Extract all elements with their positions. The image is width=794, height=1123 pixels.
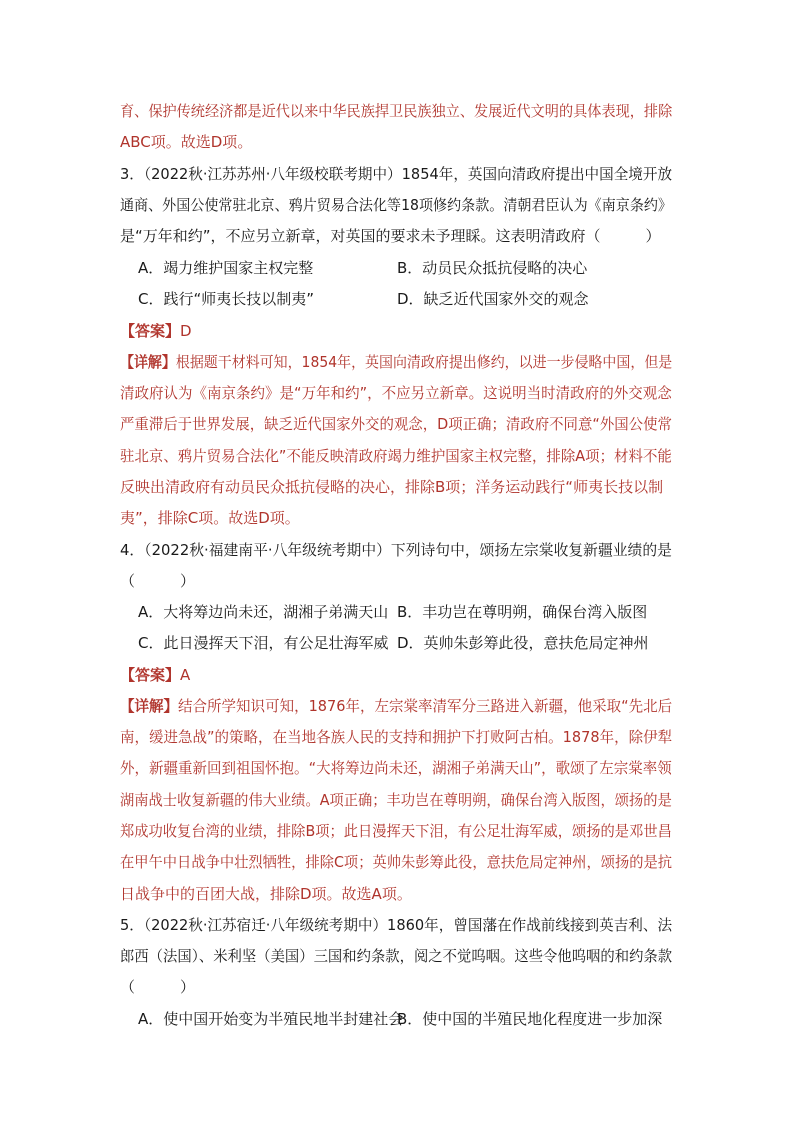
q4-option-c: C．此日漫挥天下泪，有公足壮海军威 [138, 634, 389, 652]
q3-detail-line-1 [120, 352, 672, 372]
q4-detail-line-2: 南，缓进急战”的策略，在当地各族人民的支持和拥护下打败阿古柏。1878年，除伊犁 [120, 728, 673, 746]
q3-detail-line-6: 夷”，排除C项。故选D项。 [120, 509, 300, 527]
q4-option-d: D．英帅朱彭筹此役，意扶危局定神州 [397, 634, 649, 652]
answer-value: A [180, 666, 191, 684]
detail-text: 根据题干材料可知，1854年，英国向清政府提出修约，以进一步侵略中国，但是 [175, 353, 673, 371]
q5-stem-line-2: 郎西（法国）、米利坚（美国）三国和约条款，阅之不觉呜咽。这些令他呜咽的和约条款 [120, 947, 673, 965]
q2-detail-line-1: 育、保护传统经济都是近代以来中华民族捍卫民族独立、发展近代文明的具体表现，排除 [120, 102, 673, 120]
q5-stem-line-1: 5．（2022秋·江苏宿迁·八年级统考期中）1860年，曾国藩在作战前线接到英吉利、法 [120, 916, 673, 934]
detail-tag: 【详解】 [120, 353, 176, 371]
q3-detail-line-5: 反映出清政府有动员民众抵抗侵略的决心，排除B项；洋务运动践行“师夷长技以制 [120, 478, 664, 496]
q3-option-a: A．竭力维护国家主权完整 [138, 259, 314, 277]
q4-stem-line-2: （ ） [120, 572, 196, 590]
q3-stem-line-3: 是“万年和约”，不应另立新章，对英国的要求未予理睬。这表明清政府（ ） [120, 227, 661, 245]
q3-stem-line-1: 3．（2022秋·江苏苏州·八年级校联考期中）1854年，英国向清政府提出中国全境开放 [120, 165, 673, 183]
q4-answer [120, 665, 190, 685]
q3-option-b: B．动员民众抵抗侵略的决心 [397, 259, 588, 277]
q4-detail-line-4: 湖南战士收复新疆的伟大业绩。A项正确；丰功岂在尊明朔，确保台湾入版图，颂扬的是 [120, 791, 672, 809]
q3-option-d: D．缺乏近代国家外交的观念 [397, 290, 589, 308]
q4-detail-line-7: 日战争中的百团大战，排除D项。故选A项。 [120, 885, 412, 903]
q3-answer [120, 321, 192, 341]
q3-option-c: C．践行“师夷长技以制夷” [138, 290, 315, 308]
q5-option-b: B．使中国的半殖民地化程度进一步加深 [397, 1010, 663, 1028]
q4-detail-line-3: 外，新疆重新回到祖国怀抱。“大将筹边尚未还，湖湘子弟满天山”，歌颂了左宗棠率领 [120, 759, 672, 777]
answer-tag: 【答案】 [120, 322, 181, 340]
q5-option-a: A．使中国开始变为半殖民地半封建社会 [138, 1010, 404, 1028]
q4-option-b: B．丰功岂在尊明朔，确保台湾入版图 [397, 603, 648, 621]
q3-detail-line-2: 清政府认为《南京条约》是“万年和约”，不应另立新章。这说明当时清政府的外交观念 [120, 384, 672, 402]
q5-stem-line-3: （ ） [120, 978, 196, 996]
answer-value: D [180, 322, 192, 340]
q4-detail-line-5: 郑成功收复台湾的业绩，排除B项；此日漫挥天下泪，有公足壮海军威，颂扬的是邓世昌 [120, 822, 672, 840]
q4-stem-line-1: 4．（2022秋·福建南平·八年级统考期中）下列诗句中，颂扬左宗棠收复新疆业绩的是 [120, 541, 672, 559]
q4-detail-line-1 [120, 696, 672, 716]
q4-option-a: A．大将筹边尚未还，湖湘子弟满天山 [138, 603, 389, 621]
q3-stem-line-2: 通商、外国公使常驻北京、鸦片贸易合法化等18项修约条款。清朝君臣认为《南京条约》 [120, 196, 672, 214]
detail-text: 结合所学知识可知，1876年，左宗棠率清军分三路进入新疆，他采取“先北后 [178, 697, 673, 715]
answer-tag: 【答案】 [120, 666, 181, 684]
q4-detail-line-6: 在甲午中日战争中壮烈牺牲，排除C项；英帅朱彭筹此役，意扶危局定神州，颂扬的是抗 [120, 853, 673, 871]
q3-detail-line-4: 驻北京、鸦片贸易合法化”不能反映清政府竭力维护国家主权完整，排除A项；材料不能 [120, 447, 672, 465]
detail-tag: 【详解】 [120, 697, 179, 715]
q3-detail-line-3: 严重滞后于世界发展，缺乏近代国家外交的观念，D项正确；清政府不同意“外国公使常 [120, 415, 672, 433]
q2-detail-line-2: ABC项。故选D项。 [120, 133, 253, 151]
